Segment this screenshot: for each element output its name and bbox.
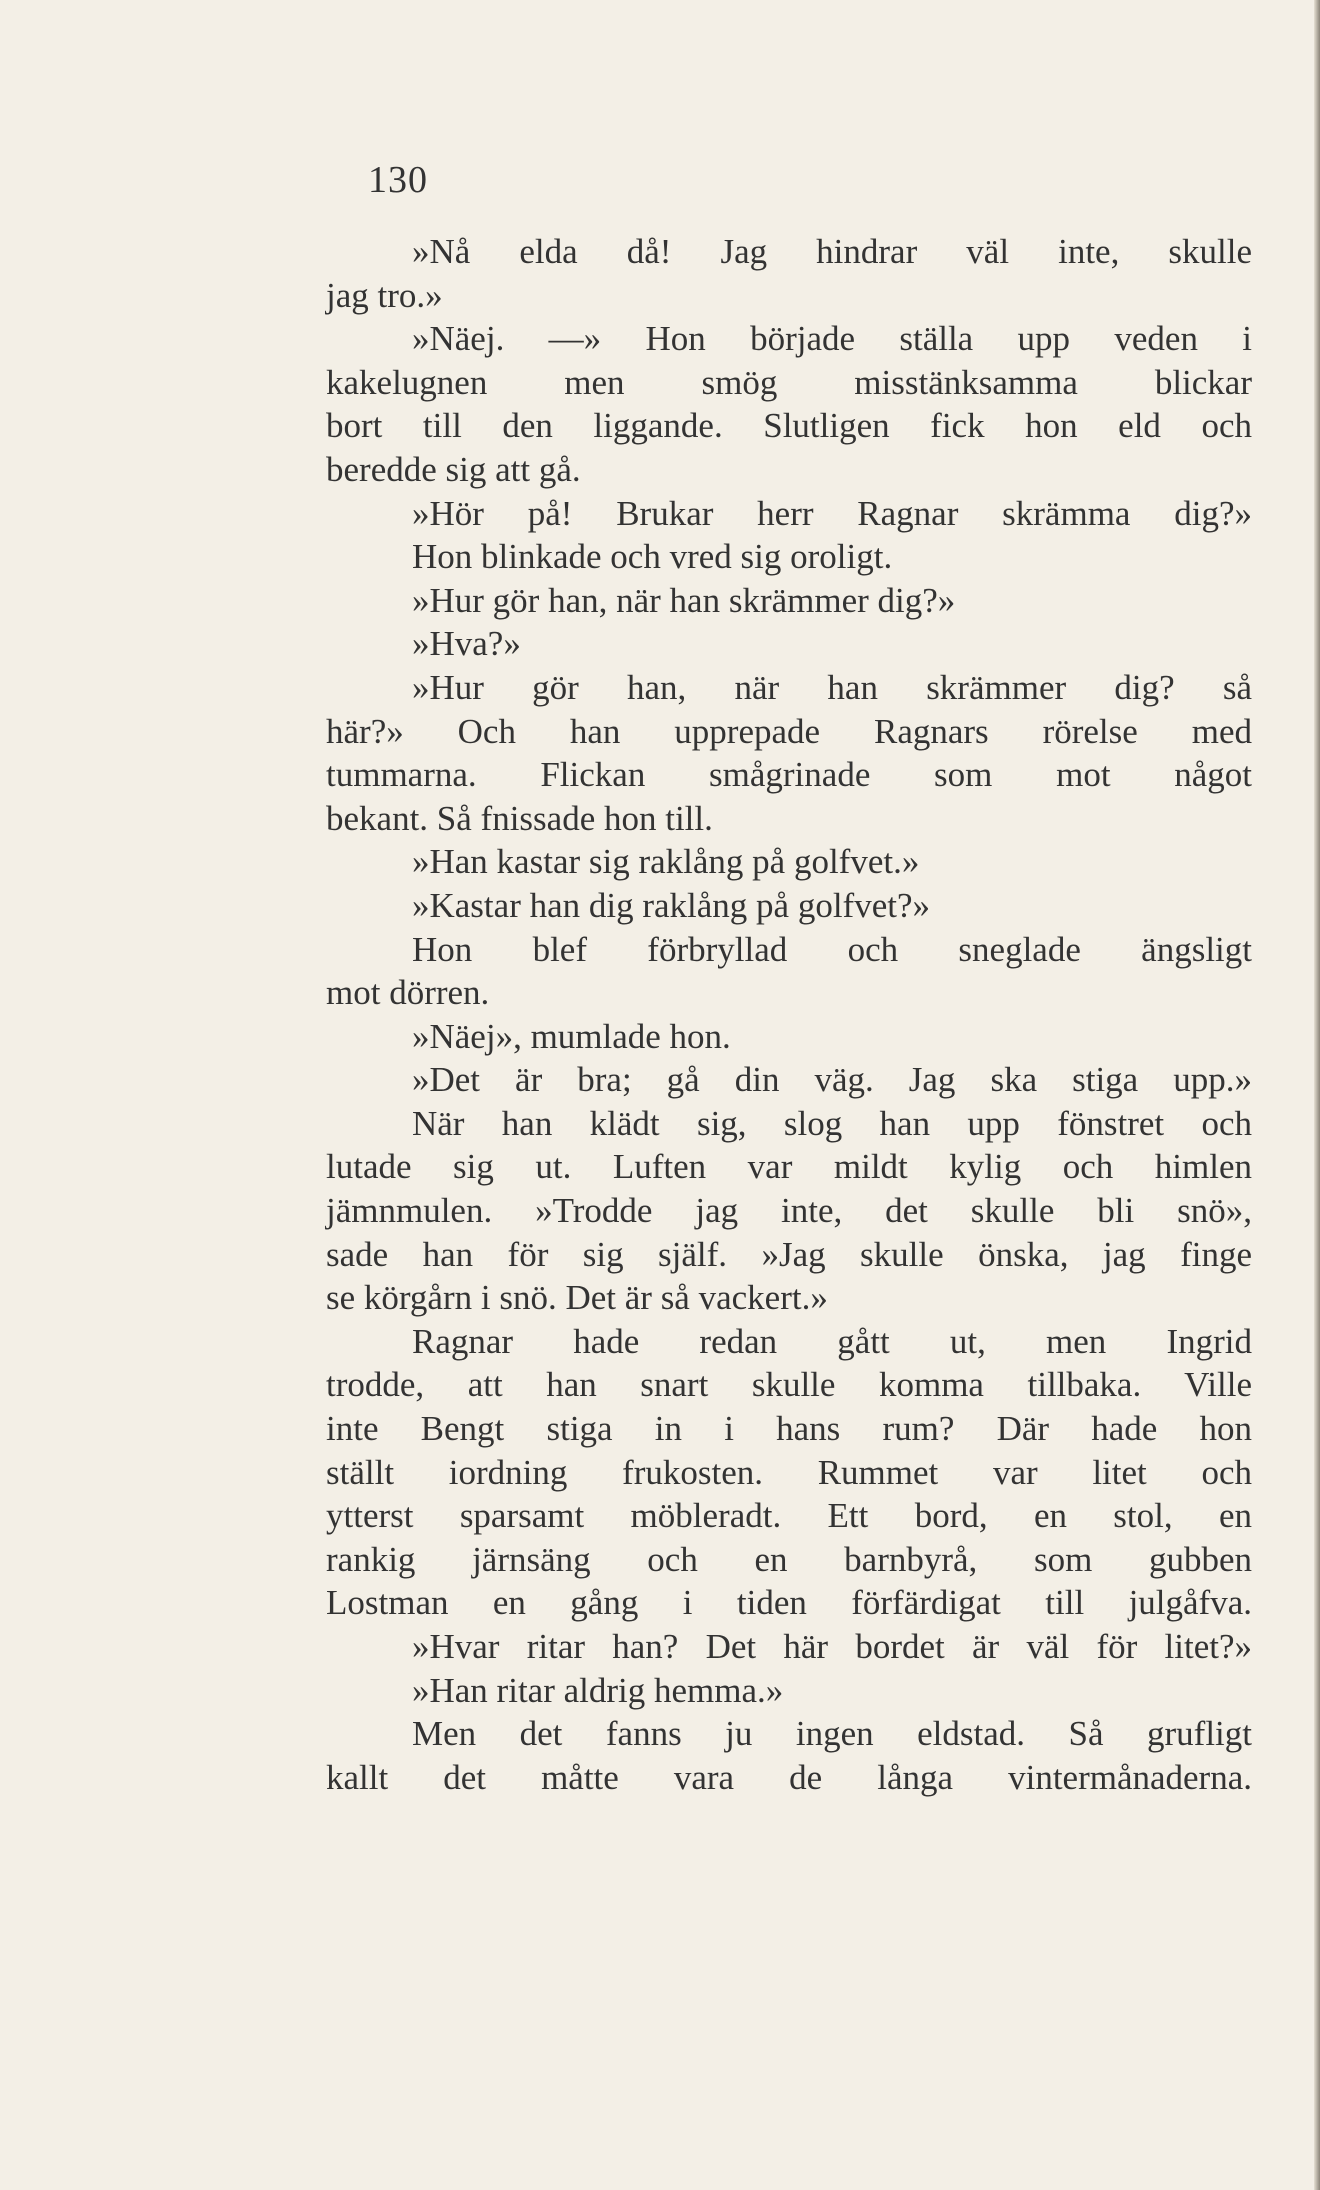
text-line: bort till den liggande. Slutligen fick hon eld och xyxy=(326,406,1252,446)
text-line: här?» Och han upprepade Ragnars rörelse med xyxy=(326,711,1252,751)
text-line: Hon blinkade och vred sig oroligt. xyxy=(412,537,893,577)
text-line: »Näej. —» Hon började ställa upp veden i xyxy=(412,319,1252,359)
text-line: Ragnar hade redan gått ut, men Ingrid xyxy=(412,1321,1252,1361)
text-line: kallt det måtte vara de långa vintermånaderna. xyxy=(326,1757,1252,1797)
text-line: rankig järnsäng och en barnbyrå, som gubben xyxy=(326,1539,1252,1579)
text-line: Hon blef förbryllad och sneglade ängsligt xyxy=(412,929,1252,969)
text-line: »Näej», mumlade hon. xyxy=(412,1016,731,1056)
text-line: Men det fanns ju ingen eldstad. Så grufligt xyxy=(412,1714,1252,1754)
page-number: 130 xyxy=(368,159,428,201)
text-line: se körgårn i snö. Det är så vackert.» xyxy=(326,1278,828,1318)
text-line: Lostman en gång i tiden förfärdigat till julgåfva. xyxy=(326,1583,1252,1623)
page-edge xyxy=(1314,0,1320,2190)
text-line: »Nå elda då! Jag hindrar väl inte, skulle xyxy=(412,232,1252,271)
text-line: »Hvar ritar han? Det här bordet är väl för litet?» xyxy=(412,1627,1252,1666)
text-line: tummarna. Flickan smågrinade som mot något xyxy=(326,755,1252,795)
text-line: »Han ritar aldrig hemma.» xyxy=(412,1670,784,1710)
body-text xyxy=(326,230,1252,1799)
text-line: jämnmulen. »Trodde jag inte, det skulle bli snö», xyxy=(326,1191,1252,1231)
text-line: trodde, att han snart skulle komma tillbaka. Ville xyxy=(326,1365,1252,1405)
text-line: »Det är bra; gå din väg. Jag ska stiga upp.» xyxy=(412,1060,1252,1100)
text-line: »Han kastar sig raklång på golfvet.» xyxy=(412,842,920,882)
text-line: När han klädt sig, slog han upp fönstret och xyxy=(412,1103,1252,1143)
text-line: mot dörren. xyxy=(326,973,490,1013)
text-line: sade han för sig själf. »Jag skulle önska, jag finge xyxy=(326,1234,1252,1274)
text-line: »Hva?» xyxy=(412,624,521,664)
text-line: ytterst sparsamt möbleradt. Ett bord, en stol, en xyxy=(326,1496,1252,1536)
text-line: »Hur gör han, när han skrämmer dig? så xyxy=(412,667,1252,707)
text-line: inte Bengt stiga in i hans rum? Där hade hon xyxy=(326,1409,1252,1449)
text-line: lutade sig ut. Luften var mildt kylig och himlen xyxy=(326,1147,1252,1187)
text-line: »Hur gör han, när han skrämmer dig?» xyxy=(412,580,956,620)
text-line: kakelugnen men smög misstänksamma blickar xyxy=(326,362,1252,402)
text-line: jag tro.» xyxy=(326,275,443,315)
text-line: ställt iordning frukosten. Rummet var litet och xyxy=(326,1452,1252,1492)
text-line: »Kastar han dig raklång på golfvet?» xyxy=(412,885,931,925)
text-line: beredde sig att gå. xyxy=(326,449,581,489)
text-line: »Hör på! Brukar herr Ragnar skrämma dig?» xyxy=(412,493,1252,533)
text-line: bekant. Så fnissade hon till. xyxy=(326,798,713,838)
